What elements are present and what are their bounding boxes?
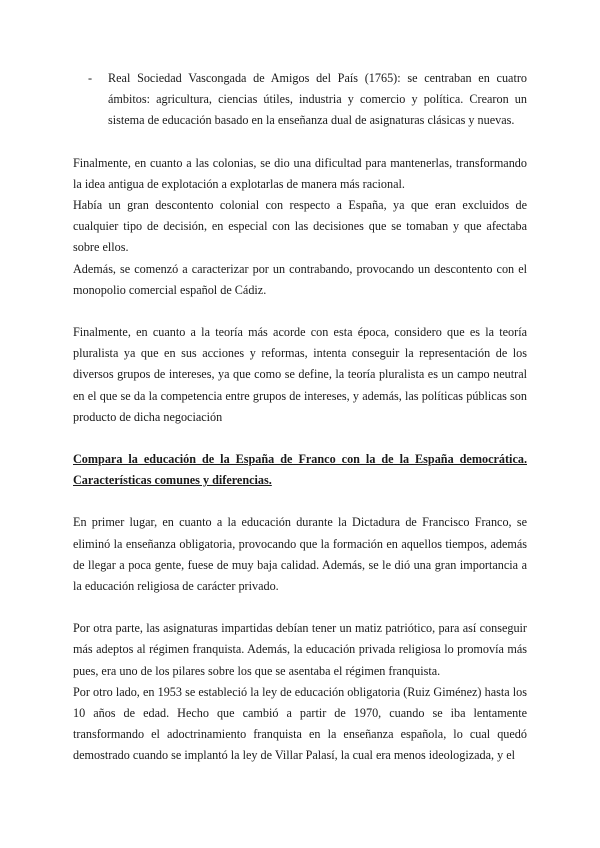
bullet-marker: - xyxy=(88,71,93,85)
bullet-text: Real Sociedad Vascongada de Amigos del País (1765): se centraban en cuatro ámbitos: agricultura, ciencias útiles, industria y comercio y política. Crearon un sistema de educación basado en la enseñanza dual de asignaturas clásicas y nuevas. xyxy=(108,71,527,128)
paragraph-franco: En primer lugar, en cuanto a la educación durante la Dictadura de Francisco Franco, se eliminó la enseñanza obligatoria, provocando que la formación en aquellos tiempos, además de llegar a poca gente, fuese de muy baja calidad. Además, se le dió una gran importancia a la educación religiosa de carácter privado. xyxy=(73,515,527,594)
paragraph-ley1953: Por otro lado, en 1953 se estableció la ley de educación obligatoria (Ruiz Giménez) hasta los 10 años de edad. Hecho que cambió a partir de 1970, cuando se iba lentamente transformando el adoctrinamiento franquista en la enseñanza española, lo cual quedó demostrado cuando se implantó la ley de Villar Palasí, la cual era menos ideologizada, y el xyxy=(73,684,527,763)
paragraph-colonias: Finalmente, en cuanto a las colonias, se dio una dificultad para mantenerlas, transformando la idea antigua de explotación a explotarlas de manera más racional. xyxy=(73,155,527,191)
bullet-list-item xyxy=(73,68,527,132)
paragraph-teoria: Finalmente, en cuanto a la teoría más acorde con esta época, considero que es la teoría pluralista ya que en sus acciones y reformas, intenta conseguir la representación de los diversos grupos de intereses, ya que como se define, la teoría pluralista es un campo neutral en el que se da la competencia entre grupos de intereses, y además, las políticas públicas son producto de dicha negociación xyxy=(73,325,527,424)
section-heading: Compara la educación de la España de Franco con la de la España democrática. Características comunes y diferencias. xyxy=(73,452,527,488)
spacer xyxy=(73,428,527,449)
spacer xyxy=(73,491,527,512)
spacer xyxy=(73,301,527,322)
paragraph-asignaturas: Por otra parte, las asignaturas impartidas debían tener un matiz patriótico, para así conseguir más adeptos al régimen franquista. Además, la educación privada religiosa lo promovía más pues, era uno de los pilares sobre los que se asentaba el régimen franquista. xyxy=(73,621,527,678)
spacer xyxy=(73,597,527,618)
paragraph-contrabando: Además, se comenzó a caracterizar por un contrabando, provocando un descontento con el monopolio comercial español de Cádiz. xyxy=(73,261,527,297)
paragraph-descontento: Había un gran descontento colonial con respecto a España, ya que eran excluidos de cualquier tipo de decisión, en especial con las decisiones que se tomaban y que afectaba sobre ellos. xyxy=(73,198,527,255)
document-page xyxy=(73,68,527,767)
